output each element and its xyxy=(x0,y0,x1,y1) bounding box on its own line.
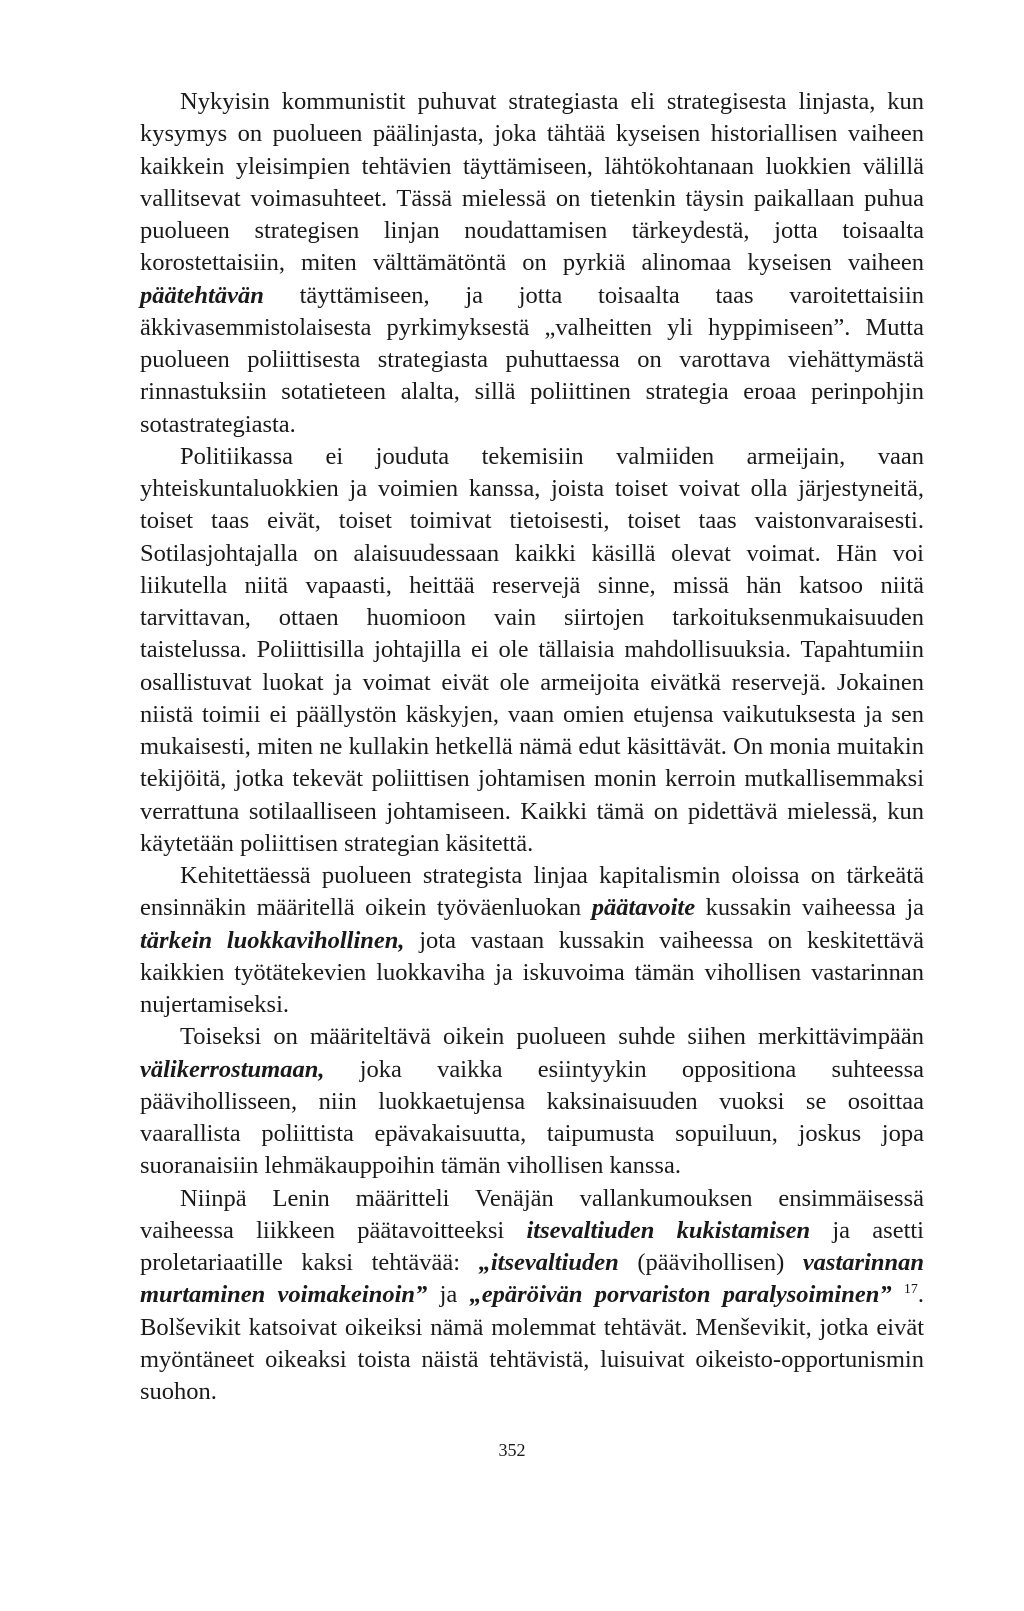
emphasis-text: tärkein luokkavihollinen, xyxy=(140,926,405,954)
emphasis-text: „itsevaltiuden xyxy=(478,1249,619,1276)
paragraph-1 xyxy=(140,86,924,441)
paragraph-4 xyxy=(140,1021,924,1182)
paragraph-5 xyxy=(140,1183,924,1409)
emphasis-text: „epäröivän porvariston paralysoiminen” xyxy=(469,1281,892,1309)
text-run: täyttämiseen, ja jotta toisaalta taas varoitettaisiin äkkivasemmistolaisesta pyrkimyksestä „valheitten yli hyppimiseen”. Mutta puolueen poliittisesta strategiasta puhuttaessa on varottava viehättymästä rinnastuksiin sotatieteen alalta, sillä poliittinen strategia eroaa perinpohjin sotastrategiasta. xyxy=(140,281,924,438)
text-run: (päävihollisen) xyxy=(618,1249,803,1276)
page-body xyxy=(140,86,924,1408)
text-run: jota vastaan kussakin vaiheessa on keskitettävä kaikkien työtätekevien luokkaviha ja iskuvoima tämän vihollisen vastarinnan nujertamiseksi. xyxy=(140,926,925,1018)
emphasis-text: päätavoite xyxy=(591,894,696,922)
paragraph-3 xyxy=(140,860,924,1021)
text-run: ja xyxy=(427,1281,470,1309)
emphasis-text: päätehtävän xyxy=(140,281,264,309)
text-run: joka vaikka esiintyykin oppositiona suhteessa päävihollisseen, niin luokkaetujensa kaksinaisuuden vuoksi se osoittaa vaarallista poliittista epävakaisuutta, taipumusta sopuiluun, joskus jopa suoranaisiin lehmäkauppoihin tämän vihollisen kanssa. xyxy=(140,1055,924,1180)
emphasis-text: itsevaltiuden kukistamisen xyxy=(526,1216,811,1244)
text-run: . Bolševikit katsoivat oikeiksi nämä molemmat tehtävät. Menševikit, jotka eivät myöntäneet oikeaksi toista näistä tehtävistä, luisuivat oikeisto-opportunismin suohon. xyxy=(140,1281,924,1405)
text-run: kussakin vaiheessa ja xyxy=(695,894,925,922)
text-run: ja asetti proletariaatille kaksi tehtävää: xyxy=(140,1216,924,1276)
paragraph-2 xyxy=(140,441,924,860)
emphasis-text: vastarinnan murtaminen voimakeinoin” xyxy=(140,1249,924,1309)
emphasis-text: välikerrostumaan, xyxy=(140,1055,325,1083)
page-number: 352 xyxy=(498,1440,526,1460)
text-run: Politiikassa ei jouduta tekemisiin valmiiden armeijain, vaan yhteiskuntaluokkien ja voimien kanssa, joista toiset voivat olla järjestyneitä, toiset taas eivät, toiset toimivat tietoisesti, toiset taas vaistonvaraisesti. Sotilasjohtajalla on alaisuudessaan kaikki käsillä olevat voimat. Hän voi liikutella niitä vapaasti, heittää reservejä sinne, missä hän katsoo niitä tarvittavan, ottaen huomioon vain siirtojen tarkoituksenmukaisuuden taistelussa. Poliittisilla johtajilla ei ole tällaisia mahdollisuuksia. Tapahtumiin osallistuvat luokat ja voimat eivät ole armeijoita eivätkä reservejä. Jokainen niistä toimii ei päällystön käskyjen, vaan omien etujensa vaikutuksesta ja sen mukaisesti, miten ne kullakin hetkellä nämä edut käsittävät. On monia muitakin tekijöitä, jotka tekevät poliittisen johtamisen monin kerroin mutkallisemmaksi verrattuna sotilaalliseen johtamiseen. Kaikki tämä on pidettävä mielessä, kun käytetään poliittisen strategian käsitettä. xyxy=(140,442,924,857)
text-run xyxy=(892,1281,904,1308)
text-run: Kehitettäessä puolueen strategista linjaa kapitalismin oloissa on tärkeätä ensinnäkin määritellä oikein työväenluokan xyxy=(140,862,924,922)
text-run: Nykyisin kommunistit puhuvat strategiasta eli strategisesta linjasta, kun kysymys on puolueen päälinjasta, joka tähtää kyseisen historiallisen vaiheen kaikkein yleisimpien tehtävien täyttämiseen, lähtökohtanaan luokkien välillä vallitsevat voimasuhteet. Tässä mielessä on tietenkin täysin paikallaan puhua puolueen strategisen linjan noudattamisen tärkeydestä, jotta toisaalta korostettaisiin, miten välttämätöntä on pyrkiä alinomaa kyseisen vaiheen xyxy=(140,88,924,277)
text-run: Toiseksi on määriteltävä oikein puolueen suhde siihen merkittävimpään xyxy=(180,1023,924,1051)
footnote-marker: 17 xyxy=(903,1282,918,1298)
text-run: Niinpä Lenin määritteli Venäjän vallankumouksen ensimmäisessä vaiheessa liikkeen päätavoitteeksi xyxy=(140,1184,924,1244)
